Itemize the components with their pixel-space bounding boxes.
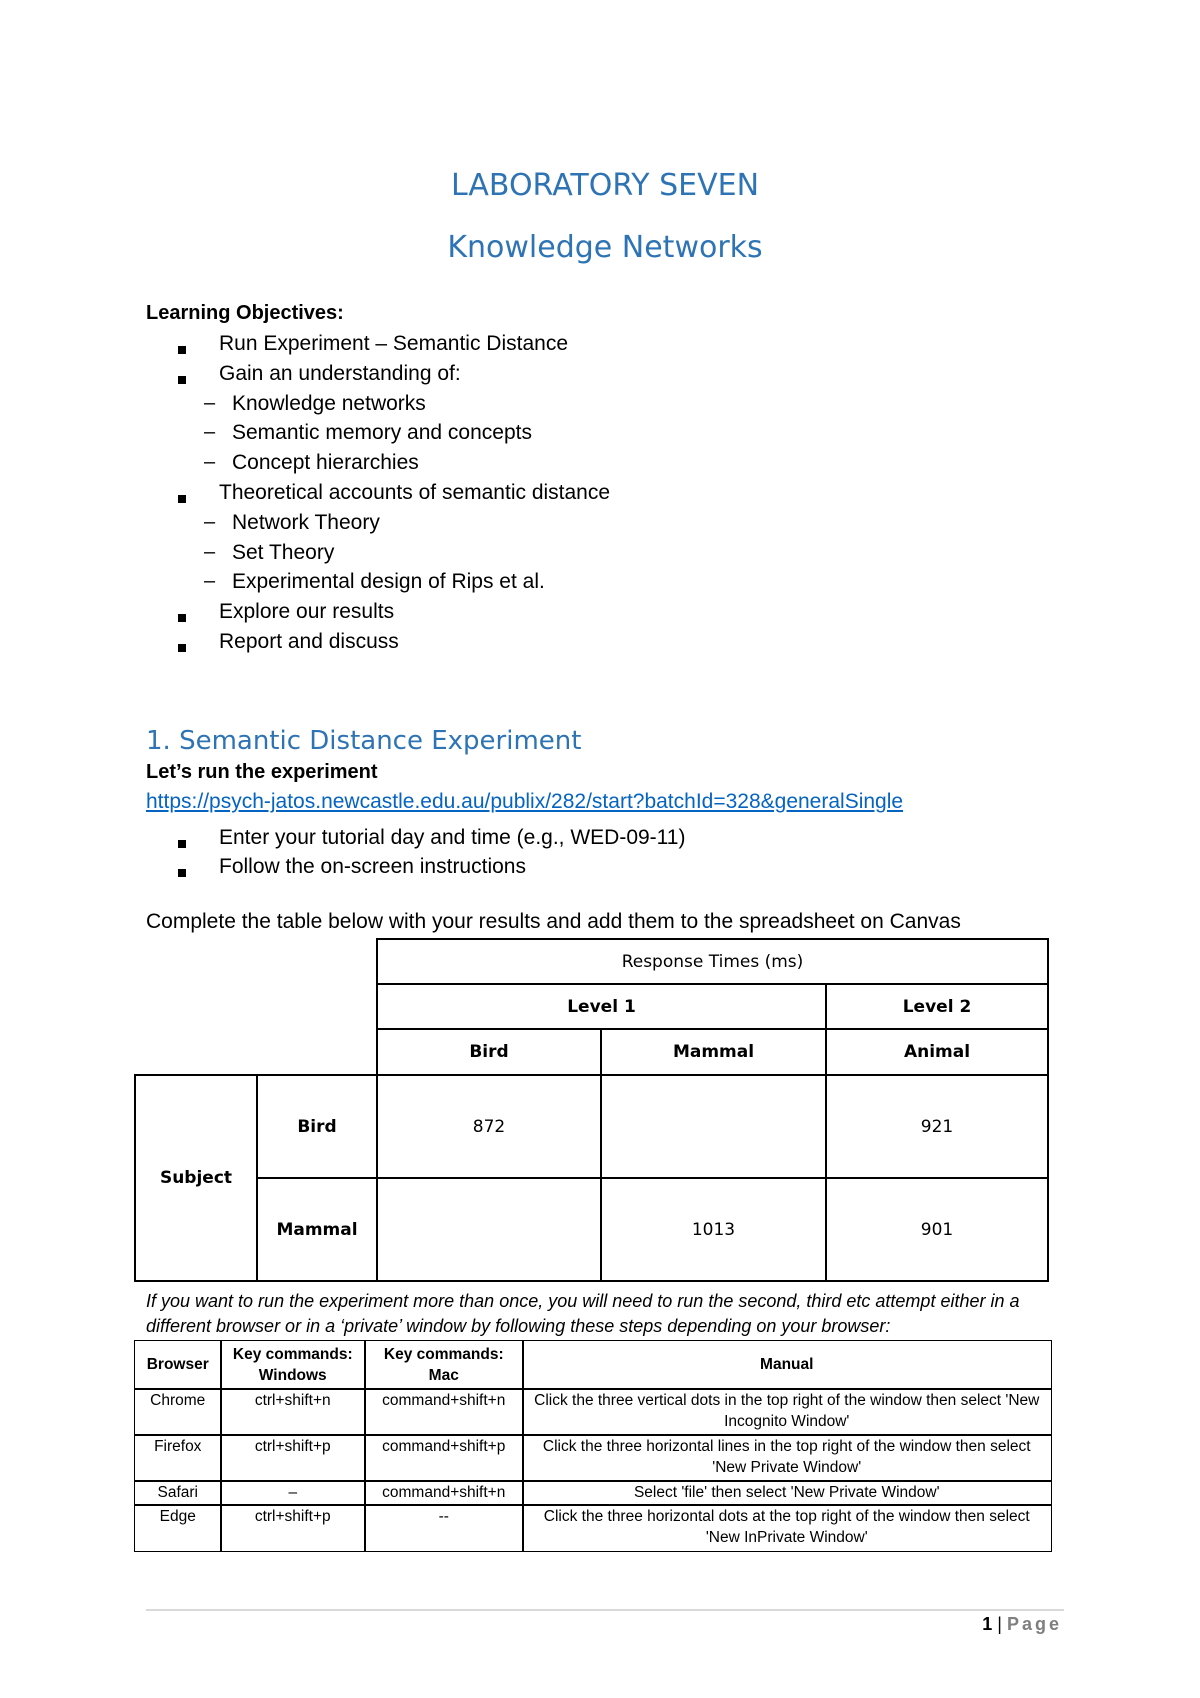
objective-subitem: Experimental design of Rips et al. (232, 570, 545, 593)
complete-table-instruction: Complete the table below with your results and add them to the spreadsheet on Canvas (146, 910, 961, 933)
objective-item: Explore our results (219, 600, 395, 623)
key-command-cell: -- (364, 1504, 524, 1552)
browser-name-cell: Firefox (134, 1434, 222, 1482)
table-col-animal: Animal (825, 1028, 1049, 1076)
footer-divider (146, 1609, 1064, 1611)
dash-marker-icon: – (204, 392, 216, 414)
document-subtitle: Knowledge Networks (447, 230, 763, 265)
manual-steps-cell: Click the three horizontal dots at the top right of the window then select 'New InPrivate Window' (522, 1504, 1052, 1552)
cell-bird-mammal[interactable] (600, 1074, 827, 1179)
browser-table-header: Browser (134, 1340, 222, 1390)
cell-mammal-mammal[interactable]: 1013 (600, 1177, 827, 1282)
dash-marker-icon: – (204, 511, 216, 533)
footer-separator: | (997, 1614, 1002, 1634)
bullet-icon (178, 495, 186, 503)
table-header-response-times: Response Times (ms) (376, 938, 1049, 985)
browser-table-header: Manual (522, 1340, 1052, 1390)
objective-item: Gain an understanding of: (219, 362, 461, 385)
table-col-mammal: Mammal (600, 1028, 827, 1076)
table-row-group-subject: Subject (134, 1074, 258, 1282)
objective-subitem: Set Theory (232, 541, 335, 564)
browser-table-header: Key commands: Mac (364, 1340, 524, 1390)
browser-table-header: Key commands: Windows (220, 1340, 366, 1390)
dash-marker-icon: – (204, 451, 216, 473)
key-command-cell: ctrl+shift+n (220, 1388, 366, 1436)
key-command-cell: command+shift+n (364, 1480, 524, 1506)
manual-steps-cell: Click the three horizontal lines in the top right of the window then select 'New Private Window' (522, 1434, 1052, 1482)
page-label: Page (1006, 1614, 1062, 1634)
document-title: LABORATORY SEVEN (450, 168, 760, 203)
step-item: Enter your tutorial day and time (e.g., WED-09-11) (219, 826, 686, 849)
objective-item: Report and discuss (219, 630, 399, 653)
key-command-cell: ctrl+shift+p (220, 1434, 366, 1482)
manual-steps-cell: Click the three vertical dots in the top right of the window then select 'New Incognito Window' (522, 1388, 1052, 1436)
table-row-mammal: Mammal (256, 1177, 378, 1282)
dash-marker-icon: – (204, 570, 216, 592)
section-heading: 1. Semantic Distance Experiment (146, 726, 582, 756)
bullet-icon (178, 869, 186, 877)
browser-name-cell: Chrome (134, 1388, 222, 1436)
objective-subitem: Knowledge networks (232, 392, 426, 415)
table-header-level-1: Level 1 (376, 983, 827, 1030)
table-row-bird: Bird (256, 1074, 378, 1179)
bullet-icon (178, 346, 186, 354)
bullet-icon (178, 376, 186, 384)
objective-subitem: Semantic memory and concepts (232, 421, 532, 444)
manual-steps-cell: Select 'file' then select 'New Private Window' (522, 1480, 1052, 1506)
learning-objectives-heading: Learning Objectives: (146, 302, 344, 324)
bullet-icon (178, 614, 186, 622)
key-command-cell: command+shift+p (364, 1434, 524, 1482)
table-col-bird: Bird (376, 1028, 602, 1076)
page-number: 1 (982, 1614, 993, 1634)
bullet-icon (178, 840, 186, 848)
objective-subitem: Network Theory (232, 511, 380, 534)
key-command-cell: – (220, 1480, 366, 1506)
browser-name-cell: Safari (134, 1480, 222, 1506)
table-header-level-2: Level 2 (825, 983, 1049, 1030)
cell-mammal-animal[interactable]: 901 (825, 1177, 1049, 1282)
objective-item: Run Experiment – Semantic Distance (219, 332, 568, 355)
objective-item: Theoretical accounts of semantic distance (219, 481, 611, 504)
step-item: Follow the on-screen instructions (219, 855, 526, 878)
experiment-link[interactable]: https://psych-jatos.newcastle.edu.au/publix/282/start?batchId=328&generalSingle (146, 790, 904, 813)
objective-subitem: Concept hierarchies (232, 451, 419, 474)
cell-bird-bird[interactable]: 872 (376, 1074, 602, 1179)
dash-marker-icon: – (204, 541, 216, 563)
browser-name-cell: Edge (134, 1504, 222, 1552)
key-command-cell: ctrl+shift+p (220, 1504, 366, 1552)
dash-marker-icon: – (204, 421, 216, 443)
key-command-cell: command+shift+n (364, 1388, 524, 1436)
private-window-note: If you want to run the experiment more than once, you will need to run the second, third etc attempt either in a different browser or in a ‘private’ window by following these steps depending on your browser: (146, 1291, 1020, 1336)
run-experiment-heading: Let’s run the experiment (146, 761, 378, 783)
cell-mammal-bird[interactable] (376, 1177, 602, 1282)
bullet-icon (178, 644, 186, 652)
page-footer (982, 1614, 1062, 1635)
cell-bird-animal[interactable]: 921 (825, 1074, 1049, 1179)
